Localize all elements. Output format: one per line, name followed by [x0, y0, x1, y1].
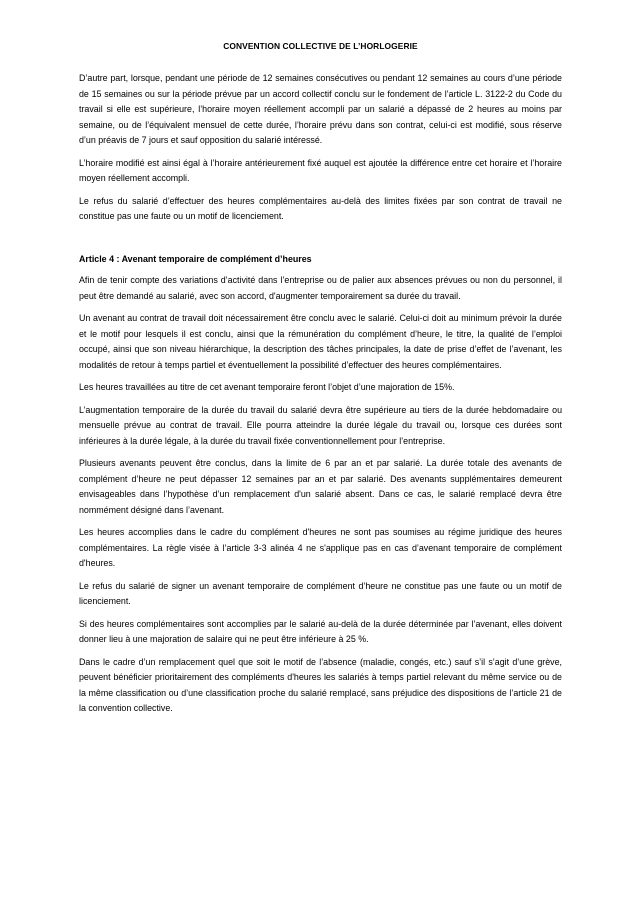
intro-paragraph-2: L’horaire modifié est ainsi égal à l’horaire antérieurement fixé auquel est ajoutée la différence entre cet horaire et l’horaire moyen réellement accompli. [79, 157, 562, 183]
intro-paragraph-1: D’autre part, lorsque, pendant une période de 12 semaines consécutives ou pendant 12 semaines au cours d’une période de 15 semaines ou sur la période prévue par un accord collectif conclu sur le fondement de l’article L. 3122-2 du Code du travail si elle est supérieure, l’horaire moyen réellement accompli par un salarié a dépassé de 2 heures au moins par semaine, ou de l’équivalent mensuel de cette durée, l’horaire prévu dans son contrat, celui-ci est modifié, sous réserve d’un préavis de 7 jours et sauf opposition du salarié intéressé. [79, 73, 562, 145]
article-paragraph-5: Plusieurs avenants peuvent être conclus, dans la limite de 6 par an et par salarié. La durée totale des avenants de complément d’heure ne peut dépasser 12 semaines par an et par salarié. Des avenants supplémentaires demeurent envisageables dans l’hypothèse d’un remplacement d'un salarié absent. Dans ce cas, le salarié remplacé devra être nommément désigné dans l’avenant. [79, 458, 562, 515]
article-paragraph-4: L’augmentation temporaire de la durée du travail du salarié devra être supérieure au tiers de la durée hebdomadaire ou mensuelle prévue au contrat de travail. Elle pourra atteindre la durée légale du travail ou, lorsque ces durées sont inférieures à la durée légale, à la durée du travail fixée conventionnellement pour l’entreprise. [79, 404, 562, 446]
section-spacer [79, 232, 562, 252]
article-paragraph-2: Un avenant au contrat de travail doit nécessairement être conclu avec le salarié. Celui-ci doit au minimum prévoir la durée et le motif pour lesquels il est conclu, ainsi que la rémunération du complément d’heure, le titre, la qualité de l’emploi occupé, ainsi que son niveau hiérarchique, la description des tâches principales, la date de prise d’effet de l’avenant, les modalités de retour à temps partiel et éventuellement la possibilité d’effectuer des heures complémentaires. [79, 313, 562, 370]
intro-paragraph-3: Le refus du salarié d’effectuer des heures complémentaires au-delà des limites fixées par son contrat de travail ne constitue pas une faute ou un motif de licenciement. [79, 195, 562, 221]
document-title: CONVENTION COLLECTIVE DE L’HORLOGERIE [223, 41, 418, 51]
article-4-heading: Article 4 : Avenant temporaire de complément d’heures [79, 253, 312, 264]
article-paragraph-6: Les heures accomplies dans le cadre du complément d'heures ne sont pas soumises au régime juridique des heures complémentaires. La règle visée à l’article 3-3 alinéa 4 ne s'applique pas en cas d’avenant temporaire de complément d'heures. [79, 527, 562, 568]
article-paragraph-1: Afin de tenir compte des variations d’activité dans l’entreprise ou de palier aux absences prévues ou non du personnel, il peut être demandé au salarié, avec son accord, d'augmenter temporairement sa durée du travail. [79, 275, 562, 301]
article-paragraph-8: Si des heures complémentaires sont accomplies par le salarié au-delà de la durée déterminée par l’avenant, elles doivent donner lieu à une majoration de salaire qui ne peut être inférieure à 25 %. [79, 618, 562, 644]
article-paragraph-9: Dans le cadre d’un remplacement quel que soit le motif de l’absence (maladie, congés, etc.) sauf s’il s’agit d’une grève, peuvent bénéficier prioritairement des compléments d'heures les salariés à temps partiel relevant du même service ou de la même classification ou d’une classification proche du salarié remplacé, sans préjudice des dispositions de l’article 21 de la convention collective. [79, 656, 562, 713]
article-paragraph-3: Les heures travaillées au titre de cet avenant temporaire feront l’objet d’une majoration de 15%. [79, 382, 455, 392]
article-paragraph-7: Le refus du salarié de signer un avenant temporaire de complément d’heure ne constitue pas une faute ou un motif de licenciement. [79, 580, 562, 606]
